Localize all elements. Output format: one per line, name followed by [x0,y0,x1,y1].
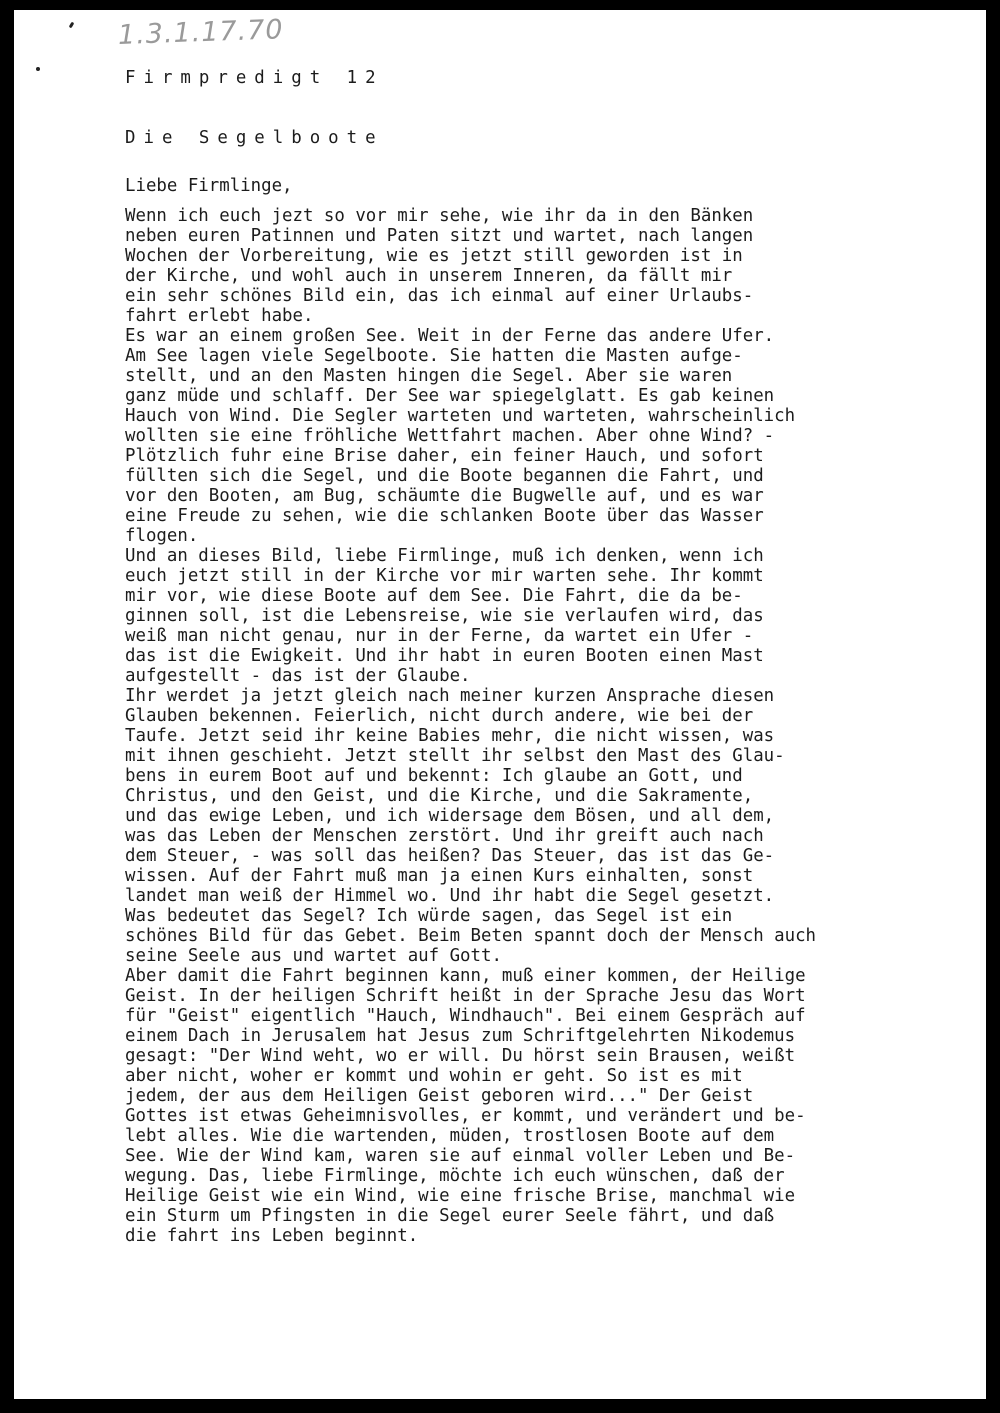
text-line: lebt alles. Wie die wartenden, müden, trostlosen Boote auf dem [125,1126,775,1146]
text-line: was das Leben der Menschen zerstört. Und ihr greift auch nach [125,826,764,846]
text-line: ganz müde und schlaff. Der See war spiegelglatt. Es gab keinen [125,386,775,406]
text-line: ein Sturm um Pfingsten in die Segel eurer Seele fährt, und daß [125,1206,775,1226]
text-line: und das ewige Leben, und ich widersage dem Bösen, und all dem, [125,806,775,826]
page-title: Firmpredigt 12 [125,68,384,88]
text-line: das ist die Ewigkeit. Und ihr habt in euren Booten einen Mast [125,646,764,666]
text-line: der Kirche, und wohl auch in unserem Inneren, da fällt mir [125,266,733,286]
text-line: ein sehr schönes Bild ein, das ich einmal auf einer Urlaubs- [125,286,754,306]
salutation: Liebe Firmlinge, [125,176,293,196]
text-line: mit ihnen geschieht. Jetzt stellt ihr selbst den Mast des Glau- [125,746,785,766]
text-line: flogen. [125,526,199,546]
text-line: Glauben bekennen. Feierlich, nicht durch andere, wie bei der [125,706,754,726]
text-line: neben euren Patinnen und Paten sitzt und wartet, nach langen [125,226,754,246]
text-line: für "Geist" eigentlich "Hauch, Windhauch". Bei einem Gespräch auf [125,1006,806,1026]
archive-number: 1.3.1.17.70 [117,14,285,51]
text-line: eine Freude zu sehen, wie die schlanken Boote über das Wasser [125,506,764,526]
text-line: Wenn ich euch jezt so vor mir sehe, wie ihr da in den Bänken [125,206,754,226]
text-line: einem Dach in Jerusalem hat Jesus zum Schriftgelehrten Nikodemus [125,1026,796,1046]
document-page [14,10,986,1399]
text-line: Plötzlich fuhr eine Brise daher, ein feiner Hauch, und sofort [125,446,764,466]
text-line: stellt, und an den Masten hingen die Segel. Aber sie waren [125,366,733,386]
text-line: schönes Bild für das Gebet. Beim Beten spannt doch der Mensch auch [125,926,817,946]
text-line: Christus, und den Geist, und die Kirche, und die Sakramente, [125,786,754,806]
text-line: fahrt erlebt habe. [125,306,314,326]
text-line: wissen. Auf der Fahrt muß man ja einen Kurs einhalten, sonst [125,866,754,886]
text-line: Wochen der Vorbereitung, wie es jetzt still geworden ist in [125,246,743,266]
text-line: Und an dieses Bild, liebe Firmlinge, muß ich denken, wenn ich [125,546,764,566]
text-line: jedem, der aus dem Heiligen Geist geboren wird..." Der Geist [125,1086,754,1106]
page-subtitle: Die Segelboote [125,128,384,148]
text-line: aber nicht, woher er kommt und wohin er geht. So ist es mit [125,1066,743,1086]
text-line: die fahrt ins Leben beginnt. [125,1226,419,1246]
text-line: vor den Booten, am Bug, schäumte die Bugwelle auf, und es war [125,486,764,506]
text-line: dem Steuer, - was soll das heißen? Das Steuer, das ist das Ge- [125,846,775,866]
ink-mark [69,22,75,29]
text-line: euch jetzt still in der Kirche vor mir warten sehe. Ihr kommt [125,566,764,586]
text-line: aufgestellt - das ist der Glaube. [125,666,471,686]
text-line: Ihr werdet ja jetzt gleich nach meiner kurzen Ansprache diesen [125,686,775,706]
text-line: ginnen soll, ist die Lebensreise, wie sie verlaufen wird, das [125,606,764,626]
text-line: Heilige Geist wie ein Wind, wie eine frische Brise, manchmal wie [125,1186,796,1206]
text-line: Gottes ist etwas Geheimnisvolles, er kommt, und verändert und be- [125,1106,806,1126]
text-line: gesagt: "Der Wind weht, wo er will. Du hörst sein Brausen, weißt [125,1046,796,1066]
text-line: Es war an einem großen See. Weit in der Ferne das andere Ufer. [125,326,775,346]
text-line: Taufe. Jetzt seid ihr keine Babies mehr, die nicht wissen, was [125,726,775,746]
text-line: seine Seele aus und wartet auf Gott. [125,946,502,966]
text-line: Geist. In der heiligen Schrift heißt in der Sprache Jesu das Wort [125,986,806,1006]
text-line: füllten sich die Segel, und die Boote begannen die Fahrt, und [125,466,764,486]
punch-mark [36,67,40,71]
text-line: Was bedeutet das Segel? Ich würde sagen, das Segel ist ein [125,906,733,926]
text-line: wollten sie eine fröhliche Wettfahrt machen. Aber ohne Wind? - [125,426,775,446]
sermon-body [125,206,816,1246]
text-line: landet man weiß der Himmel wo. Und ihr habt die Segel gesetzt. [125,886,775,906]
text-line: Aber damit die Fahrt beginnen kann, muß einer kommen, der Heilige [125,966,806,986]
text-line: weiß man nicht genau, nur in der Ferne, da wartet ein Ufer - [125,626,754,646]
text-line: mir vor, wie diese Boote auf dem See. Die Fahrt, die da be- [125,586,743,606]
text-line: Am See lagen viele Segelboote. Sie hatten die Masten aufge- [125,346,743,366]
text-line: See. Wie der Wind kam, waren sie auf einmal voller Leben und Be- [125,1146,796,1166]
text-line: bens in eurem Boot auf und bekennt: Ich glaube an Gott, und [125,766,743,786]
text-line: Hauch von Wind. Die Segler warteten und warteten, wahrscheinlich [125,406,796,426]
text-line: wegung. Das, liebe Firmlinge, möchte ich euch wünschen, daß der [125,1166,785,1186]
